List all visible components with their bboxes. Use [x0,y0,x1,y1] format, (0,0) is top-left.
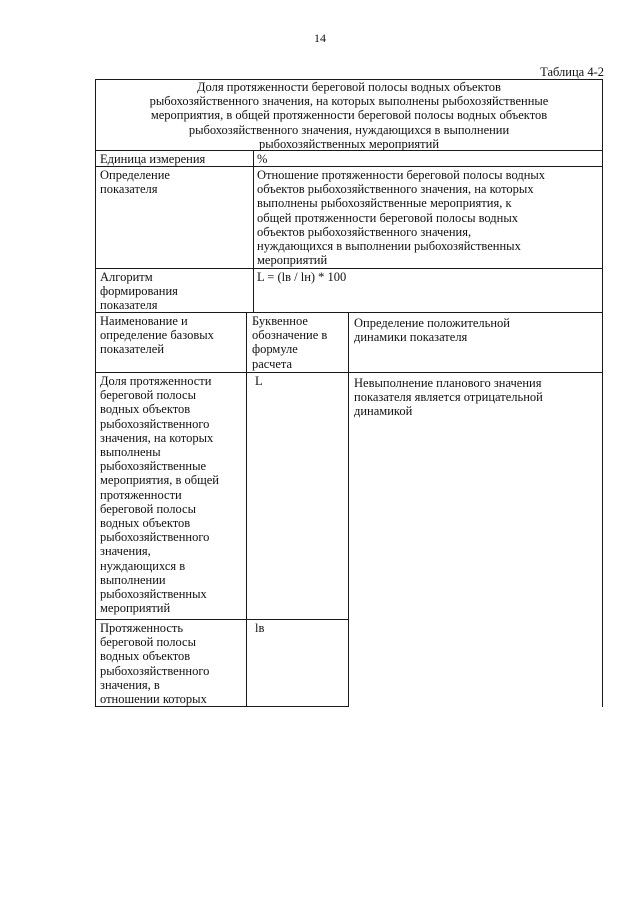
row-1-dynamics [354,376,543,419]
title-line: мероприятия, в общей протяженности береговой полосы водных объектов [150,108,548,123]
row-divider [95,268,603,269]
row-1-name-line: рыбохозяйственные [100,459,207,474]
row-1-name-line: значения, [100,544,151,559]
column-header-line: определение базовых [100,328,214,343]
row-1-name-line: водных объектов [100,402,191,417]
column-divider [253,150,254,312]
definition-label [100,168,170,196]
title-line: Доля протяженности береговой полосы водных объектов [197,80,501,94]
row-1-name-line: значения, на которых [100,430,214,445]
column-header-dynamics [354,316,510,344]
row-divider [95,619,349,620]
row-1-name-line: нуждающихся в [100,558,186,573]
column-header-line: Наименование и [100,314,188,328]
column-divider [246,312,247,707]
unit-label: Единица измерения [100,152,206,166]
algorithm-label-line: показателя [100,298,158,313]
definition-line: объектов рыбохозяйственного значения, [257,224,472,239]
definition-line: выполнены рыбохозяйственные мероприятия, к [257,196,512,211]
definition-line: нуждающихся в выполнении рыбохозяйственных [257,239,521,254]
page-number: 14 [314,31,326,45]
title-line: рыбохозяйственного значения, на которых выполнены рыбохозяйственные [149,94,549,109]
row-2-name-line: водных объектов [100,649,191,664]
row-1-name-line: береговой полосы [100,501,197,516]
row-2-name-line: значения, в [100,677,160,692]
algorithm-label-line: формирования [100,284,178,299]
column-header-line: динамики показателя [354,330,468,345]
row-1-name-line: выполнены [100,445,161,460]
indicator-title [97,80,601,151]
row-1-name-line: мероприятия, в общей [100,473,219,488]
row-1-name-line: мероприятий [100,601,171,616]
row-1-name-line: выполнении [100,572,166,587]
algorithm-label [100,270,178,313]
definition-label-line: показателя [100,182,158,197]
table-border-left [95,79,96,707]
definition-line: общей протяженности береговой полосы водных [257,210,518,225]
column-divider [348,312,349,707]
algorithm-label-line: Алгоритм [100,270,153,284]
row-1-name-line: протяженности [100,487,182,502]
definition-line: объектов рыбохозяйственного значения, на которых [257,182,534,197]
row-1-name-line: рыбохозяйственного [100,530,210,545]
row-1-name-line: береговой полосы [100,388,197,403]
row-2-name-line: рыбохозяйственного [100,663,210,678]
row-1-name-line: рыбохозяйственного [100,416,210,431]
column-header-line: обозначение в [252,328,328,343]
row-2-name [100,621,209,706]
row-2-symbol: lв [255,621,265,635]
indicator-table [95,79,603,707]
column-header-name [100,314,214,357]
column-header-line: расчета [252,356,293,371]
row-1-symbol: L [255,374,263,388]
definition-line: мероприятий [257,253,328,268]
row-1-name-line: рыбохозяйственных [100,587,207,602]
row-2-name-line: Протяженность [100,621,184,635]
table-border-right [602,79,603,707]
title-line: рыбохозяйственных мероприятий [258,136,440,151]
row-divider [95,372,603,373]
row-1-name [100,374,219,615]
row-1-dynamics-line: динамикой [354,404,413,419]
column-header-line: показателей [100,342,165,357]
row-1-dynamics-line: показателя является отрицательной [354,390,543,405]
row-1-dynamics-line: Невыполнение планового значения [354,376,542,390]
column-header-symbol [252,314,327,371]
row-1-name-line: водных объектов [100,516,191,531]
row-1-name-line: Доля протяженности [100,374,212,388]
title-line: рыбохозяйственного значения, нуждающихся в выполнении [188,122,510,137]
table-caption: Таблица 4-2 [540,65,604,79]
definition-value [257,168,545,267]
column-header-line: формуле [252,342,298,357]
algorithm-formula: L = (lв / lн) * 100 [257,270,347,284]
row-2-name-line: отношении которых [100,692,207,707]
definition-label-line: Определение [100,168,170,182]
unit-value: % [257,152,268,166]
row-2-name-line: береговой полосы [100,635,197,650]
column-header-line: Определение положительной [354,316,510,330]
definition-line: Отношение протяженности береговой полосы водных [257,168,546,182]
column-header-line: Буквенное [252,314,308,328]
